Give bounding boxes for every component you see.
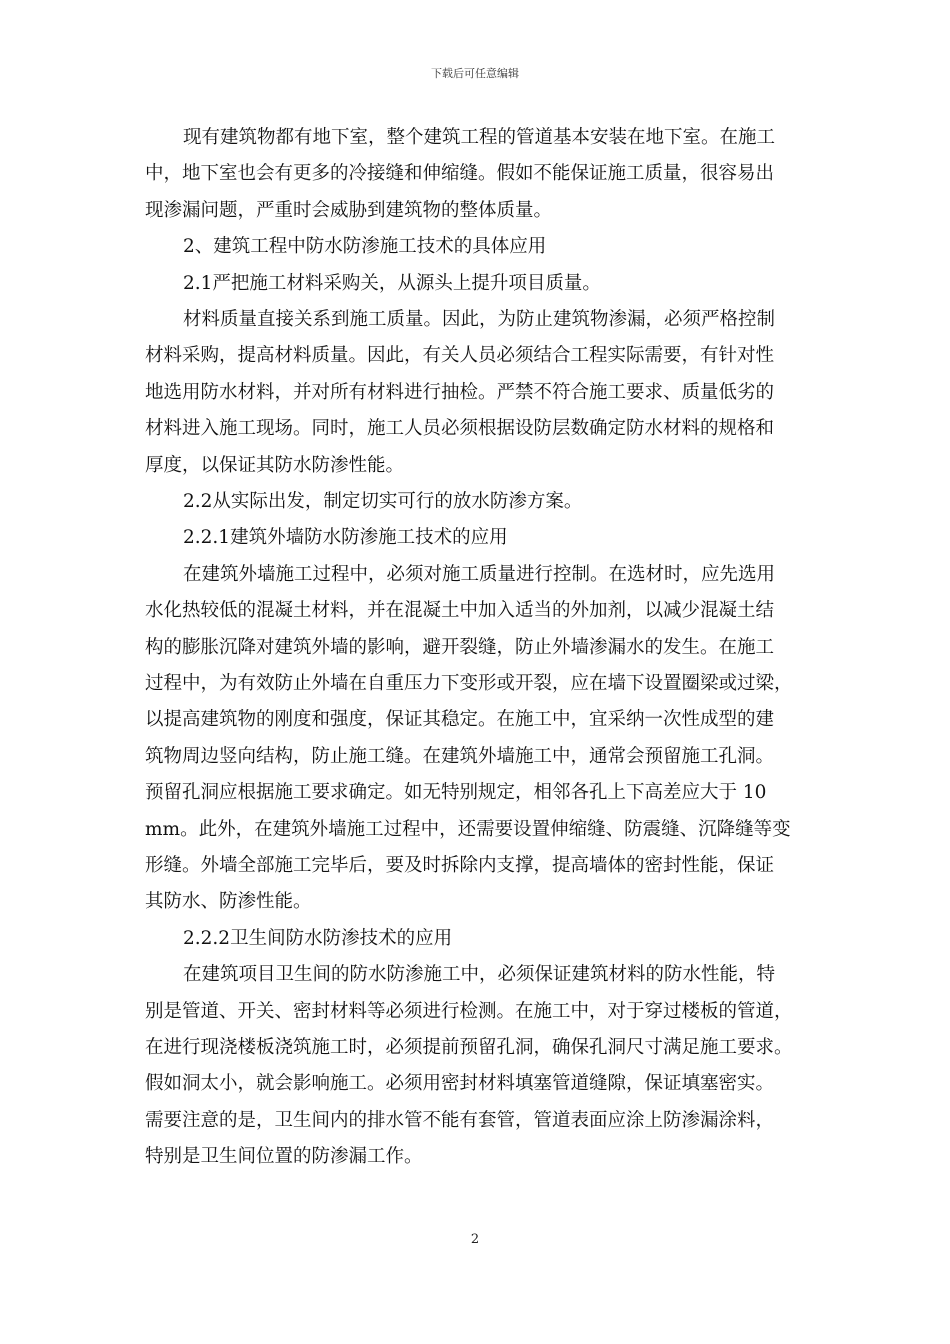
text-line: 中，地下室也会有更多的冷接缝和伸缩缝。假如不能保证施工质量，很容易出 [145, 163, 775, 185]
text-line: 2、建筑工程中防水防渗施工技术的具体应用 [183, 236, 547, 258]
text-line: 在进行现浇楼板浇筑施工时，必须提前预留孔洞，确保孔洞尺寸满足施工要求。 [145, 1037, 793, 1058]
text-line: 其防水、防渗性能。 [145, 891, 312, 913]
text-line: 在建筑外墙施工过程中，必须对施工质量进行控制。在选材时，应先选用 [183, 563, 776, 585]
text-line: 材料进入施工现场。同时，施工人员必须根据设防层数确定防水材料的规格和 [145, 418, 775, 440]
text-line: 形缝。外墙全部施工完毕后，要及时拆除内支撑，提高墙体的密封性能，保证 [145, 855, 775, 876]
text-line: 构的膨胀沉降对建筑外墙的影响，避开裂缝，防止外墙渗漏水的发生。在施工 [145, 636, 775, 658]
text-line: 以提高建筑物的刚度和强度，保证其稳定。在施工中，宜采纳一次性成型的建 [145, 709, 775, 731]
text-line: 现有建筑物都有地下室，整个建筑工程的管道基本安装在地下室。在施工 [183, 127, 776, 148]
text-line: 水化热较低的混凝土材料，并在混凝土中加入适当的外加剂，以减少混凝土结 [145, 600, 775, 622]
text-line: 2.1严把施工材料采购关，从源头上提升项目质量。 [183, 272, 601, 294]
text-line: 2.2.2卫生间防水防渗技术的应用 [183, 927, 453, 949]
text-line: 材料质量直接关系到施工质量。因此，为防止建筑物渗漏，必须严格控制 [183, 309, 776, 330]
text-line: 厚度，以保证其防水防渗性能。 [145, 454, 405, 476]
text-line: 在建筑项目卫生间的防水防渗施工中，必须保证建筑材料的防水性能，特 [183, 964, 776, 986]
text-line: mm。此外，在建筑外墙施工过程中，还需要设置伸缩缝、防震缝、沉降缝等变 [145, 818, 791, 840]
text-line: 预留孔洞应根据施工要求确定。如无特别规定，相邻各孔上下高差应大于 10 [145, 782, 767, 804]
text-line: 特别是卫生间位置的防渗漏工作。 [145, 1146, 423, 1168]
page-header: 下载后可任意编辑 [431, 67, 519, 80]
text-line: 需要注意的是，卫生间内的排水管不能有套管，管道表面应涂上防渗漏涂料， [145, 1109, 775, 1131]
text-line: 过程中，为有效防止外墙在自重压力下变形或开裂，应在墙下设置圈梁或过梁， [145, 673, 793, 694]
text-line: 材料采购，提高材料质量。因此，有关人员必须结合工程实际需要，有针对性 [145, 345, 775, 367]
text-line: 2.2.1建筑外墙防水防渗施工技术的应用 [183, 527, 508, 549]
text-line: 别是管道、开关、密封材料等必须进行检测。在施工中，对于穿过楼板的管道， [145, 1000, 793, 1022]
page-number: 2 [470, 1232, 480, 1247]
text-line: 现渗漏问题，严重时会威胁到建筑物的整体质量。 [145, 199, 553, 221]
text-line: 筑物周边竖向结构，防止施工缝。在建筑外墙施工中，通常会预留施工孔洞。 [145, 745, 775, 767]
text-line: 假如洞太小，就会影响施工。必须用密封材料填塞管道缝隙，保证填塞密实。 [145, 1073, 775, 1095]
text-line: 2.2从实际出发，制定切实可行的放水防渗方案。 [183, 491, 583, 512]
text-line: 地选用防水材料，并对所有材料进行抽检。严禁不符合施工要求、质量低劣的 [145, 381, 775, 403]
